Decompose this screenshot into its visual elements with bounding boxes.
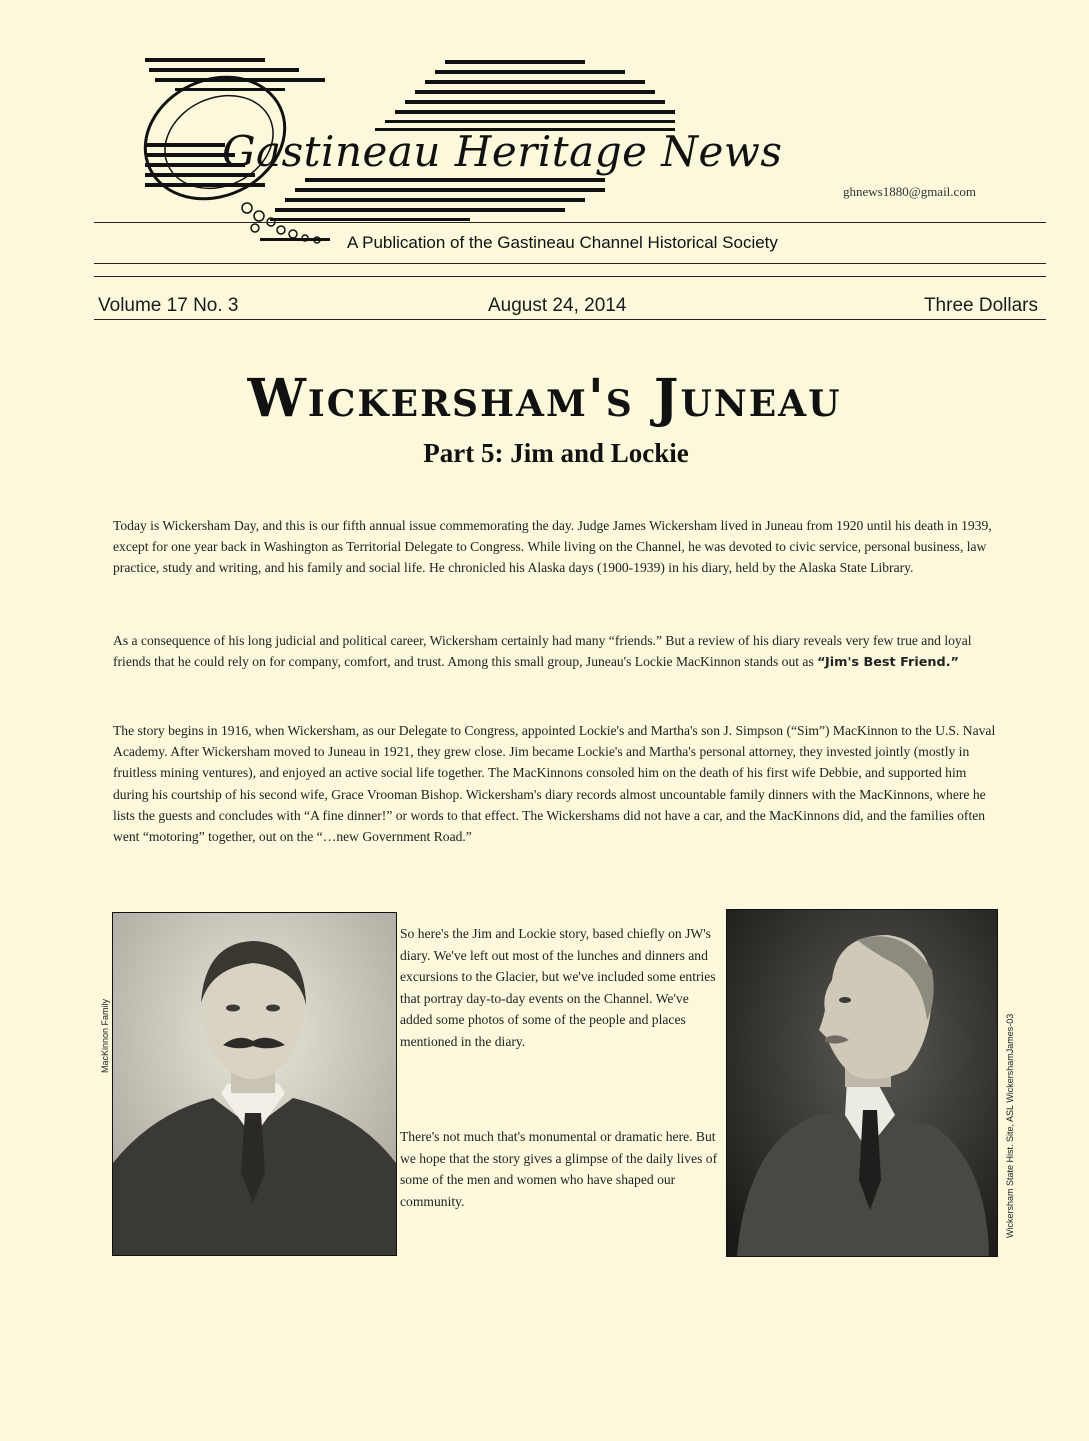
article-column-2: There's not much that's monumental or dramatic here. But we hope that the story gives a glimpse of the daily lives of some of the men and women who have shaped our community. [400, 1129, 718, 1209]
article-headline: Wickersham's Juneau [247, 368, 842, 429]
masthead-subtitle: A Publication of the Gastineau Channel Historical Society [347, 233, 778, 252]
masthead-title: Gastineau Heritage News [222, 127, 783, 176]
header-rule-1 [94, 263, 1046, 264]
article-column-1: So here's the Jim and Lockie story, based chiefly on JW's diary. We've left out most of the lunches and dinners and excursions to the Glacier, but we've included some entries that portray day-to-day events on the Channel. We've added some photos of some of the people and places mentioned in the diary. [400, 926, 716, 1049]
article-paragraph-3: The story begins in 1916, when Wickersham, as our Delegate to Congress, appointed Lockie's and Martha's son J. Simpson (“Sim”) MacKinnon to the U.S. Naval Academy. After Wickersham moved to Juneau in 1921, they grew close. Jim became Lockie's and Martha's personal attorney, they invested jointly (mostly in fruitless mining ventures), and enjoyed an active social life together. The MacKinnons consoled him on the death of his first wife Debbie, and supported him during his courtship of his second wife, Grace Vrooman Bishop. Wickersham's diary records almost uncountable family dinners with the MacKinnons, where he lists the guests and concludes with “A fine dinner!” or words to that effect. The Wickershams did not have a car, and the MacKinnons did, and the families often went “motoring” together, out on the “…new Government Road.” [113, 723, 996, 845]
portrait-illustration-right [727, 910, 997, 1256]
photo-james-wickersham [726, 909, 998, 1257]
issue-volume: Volume 17 No. 3 [98, 295, 239, 316]
photo-lockie-mackinnon [112, 912, 397, 1256]
paragraph-2-text: As a consequence of his long judicial and political career, Wickersham certainly had many “friends.” But a review of his diary reveals very few true and loyal friends that he could rely on for company, comfort, and trust. Among this small group, Juneau's Lockie MacKinnon stands out as [113, 633, 972, 670]
photo-credit-right: Wickersham State Hist. Site, ASL WickershamJames-03 [1005, 1013, 1015, 1238]
article-paragraph-1: Today is Wickersham Day, and this is our fifth annual issue commemorating the day. Judge James Wickersham lived in Juneau from 1920 until his death in 1939, except for one year back in Washington as Territorial Delegate to Congress. While living on the Channel, he was devoted to civic service, personal business, law practice, study and writing, and his family and social life. He chronicled his Alaska days (1900-1939) in his diary, held by the Alaska State Library. [113, 518, 992, 576]
article-paragraph-2 [113, 630, 997, 673]
issue-price: Three Dollars [923, 295, 1038, 316]
header-rule-top [94, 222, 1046, 223]
issue-info-row [98, 295, 1038, 319]
header-rule-2 [94, 276, 1046, 277]
issue-underline [94, 319, 1046, 320]
paragraph-2-emphasis: “Jim's Best Friend.” [817, 655, 959, 671]
portrait-illustration-left [113, 913, 396, 1255]
issue-date: August 24, 2014 [488, 295, 627, 316]
photo-credit-left: MacKinnon Family [100, 998, 110, 1073]
article-subhead: Part 5: Jim and Lockie [423, 438, 689, 468]
contact-email: ghnews1880@gmail.com [843, 184, 976, 199]
